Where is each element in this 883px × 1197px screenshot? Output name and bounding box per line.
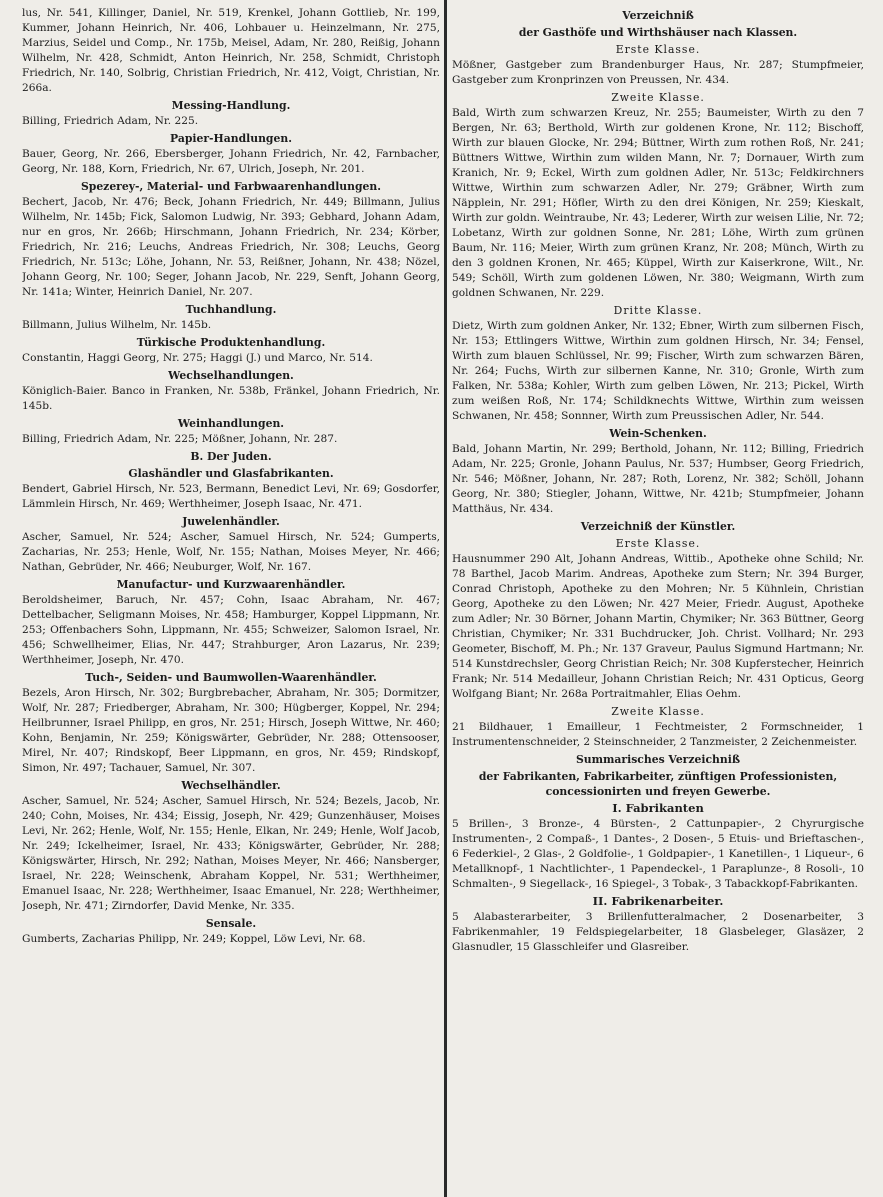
paragraph: Mößner, Gastgeber zum Brandenburger Haus, Nr. 287; Stumpfmeier, Gastgeber zum Kronprinzen von Preussen, Nr. 434. — [452, 59, 864, 86]
section-heading: Verzeichniß — [622, 9, 694, 22]
section-heading: Spezerey-, Material- und Farbwaarenhandlungen. — [80, 180, 382, 193]
section-heading: Tuchhandlung. — [185, 303, 277, 316]
paragraph: Bendert, Gabriel Hirsch, Nr. 523, Bermann, Benedict Levi, Nr. 69; Gosdorfer, Lämmlein Hirsch, Nr. 469; Werthheimer, Joseph Isaac, Nr. 471. — [22, 483, 440, 510]
section-heading: Erste Klasse. — [615, 43, 701, 56]
section-heading: Verzeichniß der Künstler. — [580, 520, 736, 533]
section-heading: der Gasthöfe und Wirthshäuser nach Klassen. — [518, 26, 798, 39]
paragraph: 5 Brillen-, 3 Bronze-, 4 Bürsten-, 2 Cattunpapier-, 2 Chyrurgische Instrumenten-, 2 Compaß-, 1 Dantes-, 2 Dosen-, 5 Etuis- und Brieftaschen-, 6 Federkiel-, 2 Glas-, 2 Goldfolie-, 1 Goldpapier-, 1 Kanetillen-, 1 Liqueur-, 6 Metallknopf-, 1 Nachtlichter-, 1 Papendeckel-, 1 Paraplunze-, 8 Rosoli-, 10 Schmalten-, 9 Siegellack-, 16 Spiegel-, 3 Tobak-, 3 Tabackkopf-Fabrikanten. — [452, 818, 864, 890]
section-heading: B. Der Juden. — [190, 450, 272, 463]
section-heading: Papier-Handlungen. — [170, 132, 292, 145]
paragraph: Hausnummer 290 Alt, Johann Andreas, Wittib., Apotheke ohne Schild; Nr. 78 Barthel, Jacob Marim. Andreas, Apotheke zum Stern; Nr. 394 Burger, Conrad Christoph, Apotheke zu den Mohren; Nr. 5 Kühnlein, Christian Georg, Apotheke zu den Löwen; Nr. 427 Meier, Friedr. August, Apotheke zum Adler; Nr. 30 Börner, Johann Martin, Chymiker; Nr. 363 Büttner, Georg Christian, Chymiker; Nr. 331 Buchdrucker, Joh. Christ. Vollhard; Nr. 293 Geometer, Bischoff, M. Ph.; Nr. 137 Graveur, Paulus Sigmund Hartmann; Nr. 514 Kunstdrechsler, Georg Christian Reich; Nr. 308 Kupferstecher, Heinrich Frank; Nr. 514 Medailleur, Johann Christian Reich; Nr. 431 Opticus, Georg Wolfgang Biant; Nr. 268a Portraitmahler, Elias Oehm. — [452, 553, 864, 700]
section-heading: Messing-Handlung. — [171, 99, 291, 112]
section-heading: der Fabrikanten, Fabrikarbeiter, zünftigen Professionisten, concessionirten und freyen Gewerbe. — [478, 770, 838, 798]
section-heading: Wechselhandlungen. — [168, 369, 294, 382]
section-heading: Sensale. — [205, 917, 257, 930]
section-heading: Manufactur- und Kurzwaarenhändler. — [116, 578, 346, 591]
section-heading: Wein-Schenken. — [609, 427, 707, 440]
paragraph: Bald, Johann Martin, Nr. 299; Berthold, Johann, Nr. 112; Billing, Friedrich Adam, Nr. 225; Gronle, Johann Paulus, Nr. 537; Humbser, Georg Friedrich, Nr. 546; Mößner, Johann, Nr. 287; Roth, Lorenz, Nr. 382; Schöll, Johann Georg, Nr. 380; Stiegler, Johann, Wittwe, Nr. 421b; Stumpfmeier, Johann Matthäus, Nr. 434. — [452, 443, 864, 515]
paragraph: Ascher, Samuel, Nr. 524; Ascher, Samuel Hirsch, Nr. 524; Gumperts, Zacharias, Nr. 253; Henle, Wolf, Nr. 155; Nathan, Moises Meyer, Nr. 466; Nathan, Gebrüder, Nr. 466; Neuburger, Wolf, Nr. 167. — [22, 531, 440, 573]
paragraph: Gumberts, Zacharias Philipp, Nr. 249; Koppel, Löw Levi, Nr. 68. — [22, 933, 366, 945]
section-heading: Weinhandlungen. — [177, 417, 285, 430]
paragraph: 21 Bildhauer, 1 Emailleur, 1 Fechtmeister, 2 Formschneider, 1 Instrumentenschneider, 2 Steinschneider, 2 Tanzmeister, 2 Zeichenmeister. — [452, 721, 864, 748]
paragraph: Bezels, Aron Hirsch, Nr. 302; Burgbrebacher, Abraham, Nr. 305; Dormitzer, Wolf, Nr. 287; Friedberger, Abraham, Nr. 300; Hügberger, Koppel, Nr. 294; Heilbrunner, Israel Philipp, en gros, Nr. 251; Hirsch, Joseph Wittwe, Nr. 460; Kohn, Benjamin, Nr. 259; Königswärter, Gebrüder, Nr. 288; Ottensooser, Mirel, Nr. 407; Rindskopf, Beer Lippmann, en gros, Nr. 459; Rindskopf, Simon, Nr. 497; Tachauer, Samuel, Nr. 307. — [22, 687, 440, 774]
paragraph: Constantin, Haggi Georg, Nr. 275; Haggi (J.) und Marco, Nr. 514. — [22, 352, 373, 364]
section-heading: Glashändler und Glasfabrikanten. — [128, 467, 334, 480]
paragraph: Dietz, Wirth zum goldnen Anker, Nr. 132; Ebner, Wirth zum silbernen Fisch, Nr. 153; Ettlingers Wittwe, Wirthin zum goldnen Hirsch, Nr. 34; Fensel, Wirth zum blauen Schlüssel, Nr. 99; Fischer, Wirth zum schwarzen Bären, Nr. 264; Fuchs, Wirth zur silbernen Kanne, Nr. 310; Gronle, Wirth zum Falken, Nr. 538a; Kohler, Wirth zum gelben Löwen, Nr. 213; Pickel, Wirth zum weißen Roß, Nr. 174; Schildknechts Wittwe, Wirthin zum weissen Schwanen, Nr. 458; Sonnner, Wirth zum Preussischen Adler, Nr. 544. — [452, 320, 864, 422]
paragraph: Ascher, Samuel, Nr. 524; Ascher, Samuel Hirsch, Nr. 524; Bezels, Jacob, Nr. 240; Cohn, Moises, Nr. 434; Eissig, Joseph, Nr. 429; Gunzenhäuser, Moises Levi, Nr. 262; Henle, Wolf, Nr. 155; Henle, Elkan, Nr. 249; Henle, Wolf Jacob, Nr. 249; Ickelheimer, Israel, Nr. 433; Königswärter, Gebrüder, Nr. 288; Königswärter, Hirsch, Nr. 292; Nathan, Moises Meyer, Nr. 466; Nansberger, Israel, Nr. 228; Weinschenk, Abraham Koppel, Nr. 531; Werthheimer, Emanuel Isaac, Nr. 228; Werthheimer, Isaac Emanuel, Nr. 228; Werthheimer, Joseph, Nr. 471; Zirndorfer, David Menke, Nr. 335. — [22, 795, 440, 912]
paragraph: Königlich-Baier. Banco in Franken, Nr. 538b, Fränkel, Johann Friedrich, Nr. 145b. — [22, 385, 440, 412]
paragraph: Bald, Wirth zum schwarzen Kreuz, Nr. 255; Baumeister, Wirth zu den 7 Bergen, Nr. 63; Berthold, Wirth zur goldenen Krone, Nr. 112; Bischoff, Wirth zur blauen Glocke, Nr. 294; Büttner, Wirth zum rothen Roß, Nr. 241; Büttners Wittwe, Wirthin zum wilden Mann, Nr. 7; Dornauer, Wirth zum Kranich, Nr. 9; Eckel, Wirth zum goldnen Adler, Nr. 513c; Feldkirchners Wittwe, Wirthin zum schwarzen Adler, Nr. 279; Gräbner, Wirth zum Näpplein, Nr. 291; Höfler, Wirth zu den drei Königen, Nr. 259; Kieskalt, Wirth zur goldn. Weintraube, Nr. 43; Lederer, Wirth zur weisen Lilie, Nr. 72; Lobetanz, Wirth zur goldnen Sonne, Nr. 281; Löhe, Wirth zum grünen Baum, Nr. 116; Meier, Wirth zum grünen Kranz, Nr. 208; Münch, Wirth zu den 3 goldnen Kronen, Nr. 465; Küppel, Wirth zur Kaiserkrone, Wilt., Nr. 549; Schöll, Wirth zum goldenen Löwen, Nr. 380; Weigmann, Wirth zum goldnen Schwanen, Nr. 229. — [452, 107, 864, 299]
section-heading: Juwelenhändler. — [182, 515, 280, 528]
section-heading: Tuch-, Seiden- und Baumwollen-Waarenhändler. — [85, 671, 377, 684]
paragraph: lus, Nr. 541, Killinger, Daniel, Nr. 519, Krenkel, Johann Gottlieb, Nr. 199, Kummer, Johann Heinrich, Nr. 406, Lohbauer u. Heinzelmann, Nr. 275, Marzius, Seidel und Comp., Nr. 175b, Meisel, Adam, Nr. 280, Reißig, Johann Wilhelm, Nr. 428, Schmidt, Anton Heinrich, Nr. 258, Schmidt, Christoph Friedrich, Nr. 140, Solbrig, Christian Friedrich, Nr. 412, Voigt, Christian, Nr. 266a. — [22, 7, 440, 94]
paragraph: Billing, Friedrich Adam, Nr. 225. — [22, 115, 199, 127]
paragraph: Beroldsheimer, Baruch, Nr. 457; Cohn, Isaac Abraham, Nr. 467; Dettelbacher, Seligmann Moises, Nr. 458; Hamburger, Koppel Lippmann, Nr. 253; Offenbachers Sohn, Lippmann, Nr. 455; Schweizer, Salomon Israel, Nr. 456; Schwellheimer, Elias, Nr. 447; Strahburger, Aron Lazarus, Nr. 239; Werthheimer, Joseph, Nr. 470. — [22, 594, 440, 666]
column-divider — [444, 0, 447, 1197]
paragraph: Bauer, Georg, Nr. 266, Ebersberger, Johann Friedrich, Nr. 42, Farnbacher, Georg, Nr. 188, Korn, Friedrich, Nr. 67, Ulrich, Joseph, Nr. 201. — [22, 148, 440, 175]
paragraph: Bechert, Jacob, Nr. 476; Beck, Johann Friedrich, Nr. 449; Billmann, Julius Wilhelm, Nr. 145b; Fick, Salomon Ludwig, Nr. 393; Gebhard, Johann Adam, nur en gros, Nr. 266b; Hirschmann, Johann Friedrich, Nr. 234; Körber, Friedrich, Nr. 216; Leuchs, Andreas Friedrich, Nr. 308; Leuchs, Georg Friedrich, Nr. 513c; Löhe, Johann, Nr. 53, Reißner, Johann, Nr. 438; Nözel, Johann Georg, Nr. 100; Seger, Johann Jacob, Nr. 229, Senft, Johann Georg, Nr. 141a; Winter, Heinrich Daniel, Nr. 207. — [22, 196, 440, 298]
section-heading: Dritte Klasse. — [613, 304, 703, 317]
section-heading: Erste Klasse. — [615, 537, 701, 550]
section-heading: I. Fabrikanten — [612, 801, 704, 815]
left-column — [22, 6, 440, 947]
section-heading: II. Fabrikenarbeiter. — [592, 894, 724, 908]
section-heading: Summarisches Verzeichniß — [575, 753, 741, 766]
paragraph: Billmann, Julius Wilhelm, Nr. 145b. — [22, 319, 212, 331]
paragraph: 5 Alabasterarbeiter, 3 Brillenfutteralmacher, 2 Dosenarbeiter, 3 Fabrikenmahler, 19 Feldspiegelarbeiter, 18 Glasbeleger, Glasäzer, 2 Glasnudler, 15 Glasschleifer und Glasreiber. — [452, 911, 864, 953]
section-heading: Zweite Klasse. — [611, 91, 705, 104]
section-heading: Türkische Produktenhandlung. — [136, 336, 326, 349]
paragraph: Billing, Friedrich Adam, Nr. 225; Mößner, Johann, Nr. 287. — [22, 433, 338, 445]
section-heading: Wechselhändler. — [181, 779, 281, 792]
right-column — [452, 6, 864, 955]
section-heading: Zweite Klasse. — [611, 705, 705, 718]
